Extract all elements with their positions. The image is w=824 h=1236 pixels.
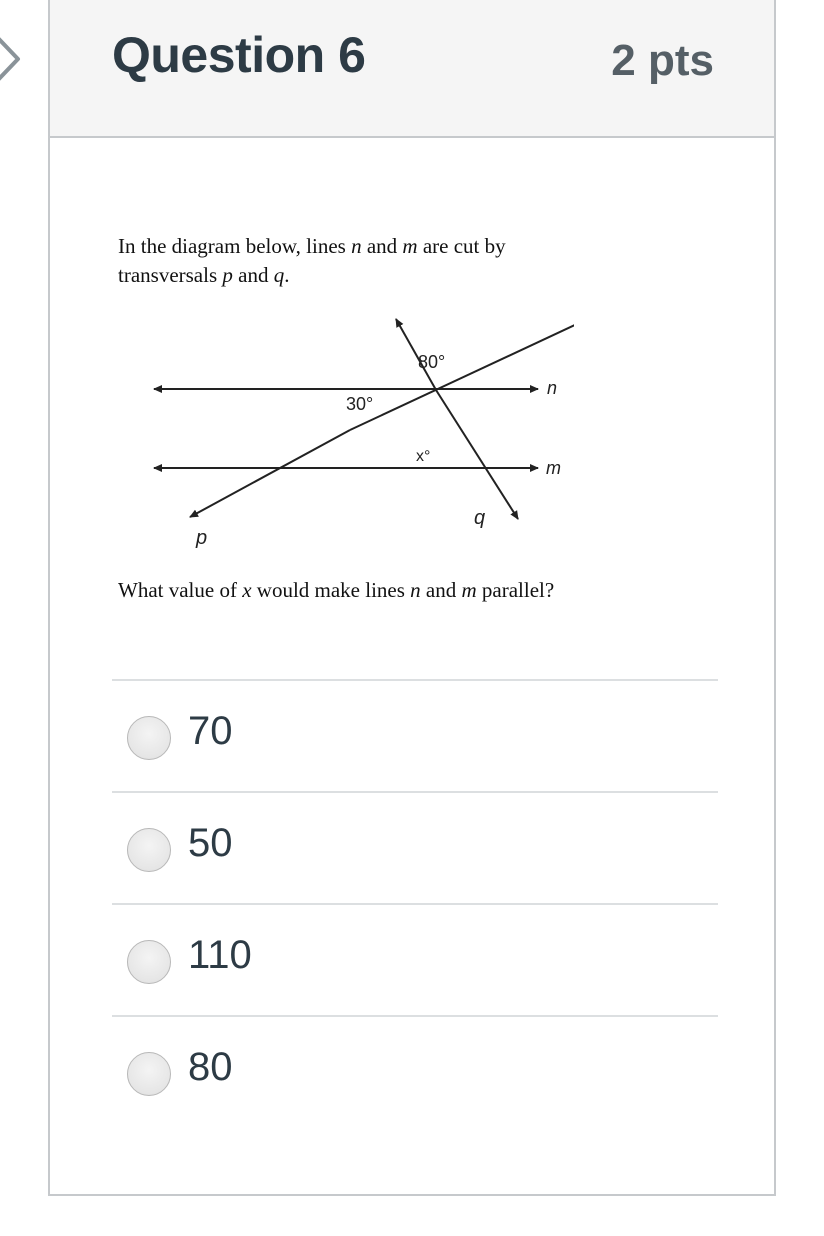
answer-label: 110 [188,933,252,977]
chevron-right-icon[interactable] [0,24,26,94]
radio-button[interactable] [127,940,171,984]
radio-button[interactable] [127,716,171,760]
angle-x-label: x° [416,448,431,465]
radio-button[interactable] [127,1052,171,1096]
answer-label: 50 [188,821,233,865]
answer-option-50[interactable] [112,791,718,903]
answer-label: 70 [188,709,233,753]
answer-option-80[interactable] [112,1015,718,1127]
label-m: m [546,458,561,478]
label-p: p [196,527,208,549]
label-q: q [474,507,486,529]
angle-80-label: 80° [418,352,446,372]
question-prompt: In the diagram below, lines n and m are cut by transversals p and q. [118,234,506,287]
answer-option-70[interactable] [112,679,718,791]
question-points: 2 pts [611,36,714,85]
answer-list [112,679,718,1127]
answer-option-110[interactable] [112,903,718,1015]
question-header [50,0,774,138]
parallel-lines-diagram [150,310,574,554]
radio-button[interactable] [127,828,171,872]
question-ask: What value of x would make lines n and m parallel? [118,578,555,602]
question-title: Question 6 [112,27,366,83]
line-p [350,317,574,430]
answer-label: 80 [188,1045,233,1089]
question-card [48,0,776,1196]
label-n: n [547,378,558,398]
angle-30-label: 30° [346,394,374,414]
